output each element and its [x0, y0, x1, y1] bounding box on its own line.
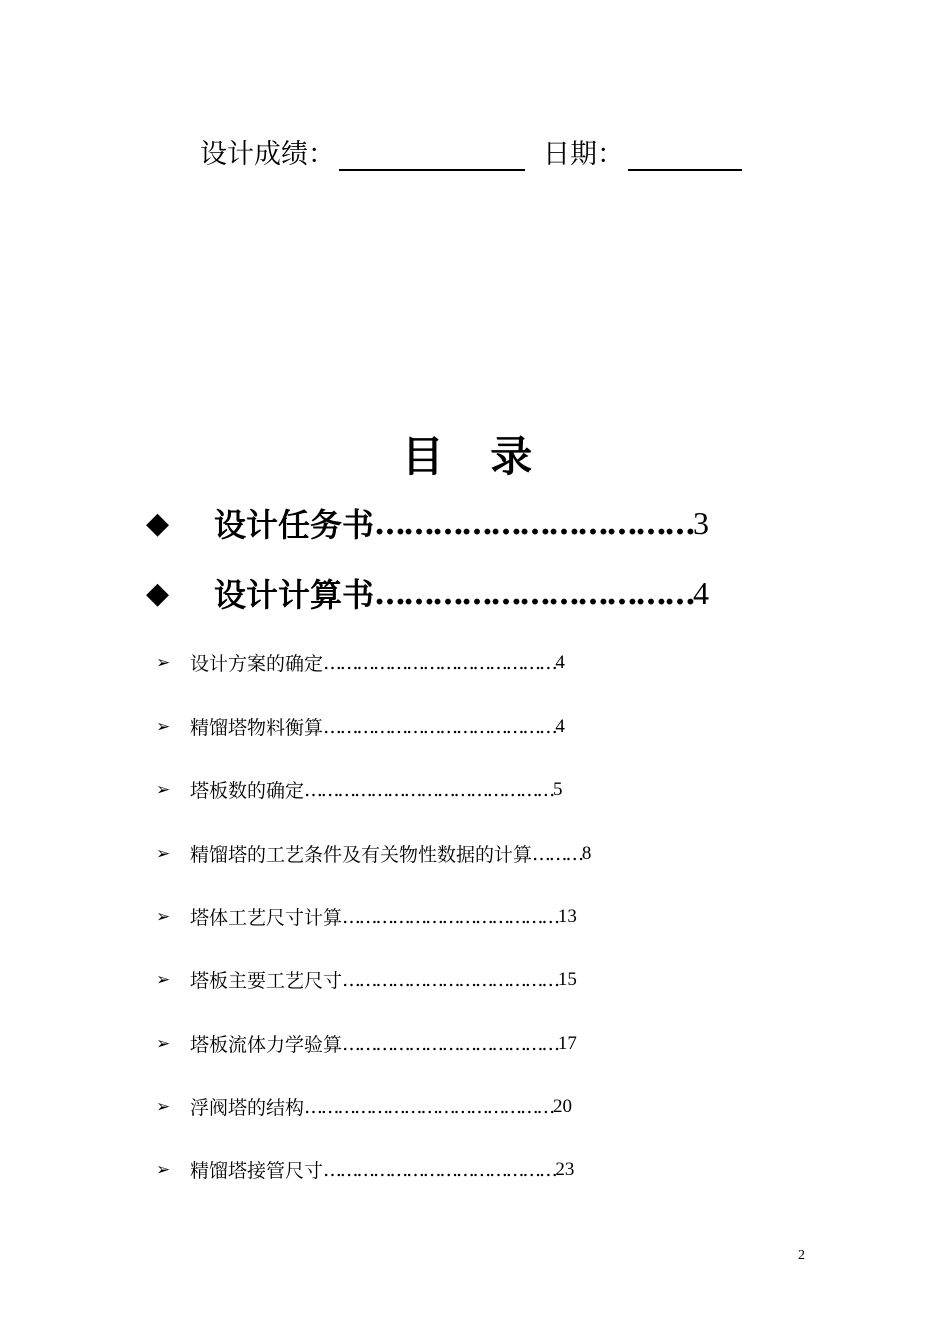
toc-main-entry[interactable]: [146, 500, 709, 546]
toc-leader-dots: ……………………………: [374, 574, 694, 612]
grade-date-line: [200, 132, 742, 171]
toc-leader-dots: …………………………………: [342, 968, 558, 991]
toc-page-number: 4: [693, 574, 710, 611]
date-blank: [628, 139, 742, 171]
toc-entry-label: 精馏塔物料衡算: [190, 717, 324, 739]
toc-page-number: 3: [693, 504, 710, 541]
toc-sub-entry[interactable]: [156, 903, 577, 930]
toc-entry-label: 塔板数的确定: [190, 780, 305, 802]
toc-leader-dots: ……………………………………: [323, 715, 556, 738]
arrowhead-icon: ➢: [156, 779, 171, 800]
toc-page-number: 4: [555, 715, 565, 737]
toc-leader-dots: ………………………………………: [304, 778, 554, 801]
diamond-icon: ◆: [146, 505, 170, 541]
toc-entry-label: 塔板主要工艺尺寸: [190, 970, 343, 992]
toc-entry-label: 塔板流体力学验算: [190, 1034, 343, 1056]
toc-leader-dots: ………: [532, 842, 582, 865]
arrowhead-icon: ➢: [156, 716, 171, 737]
toc-entry-label: 精馏塔接管尺寸: [190, 1160, 324, 1182]
toc-sub-entry[interactable]: [156, 649, 565, 676]
toc-main-entry[interactable]: [146, 570, 709, 616]
toc-sub-entry[interactable]: [156, 713, 565, 740]
diamond-icon: ◆: [146, 575, 170, 611]
toc-sub-entry[interactable]: [156, 966, 577, 993]
toc-entry-label: 塔体工艺尺寸计算: [190, 907, 343, 929]
arrowhead-icon: ➢: [156, 1096, 171, 1117]
toc-entry-label: 浮阀塔的结构: [190, 1097, 305, 1119]
toc-leader-dots: …………………………………: [342, 905, 558, 928]
toc-page-number: 5: [553, 778, 563, 800]
toc-sub-entry[interactable]: [156, 1093, 572, 1120]
toc-title: 目 录: [401, 432, 549, 481]
toc-page-number: 23: [555, 1158, 575, 1180]
arrowhead-icon: ➢: [156, 652, 171, 673]
toc-page-number: 13: [557, 905, 577, 927]
toc-sub-entry[interactable]: [156, 1030, 577, 1057]
arrowhead-icon: ➢: [156, 843, 171, 864]
toc-leader-dots: ……………………………: [374, 504, 694, 542]
toc-entry-label: 精馏塔的工艺条件及有关物性数据的计算: [190, 844, 533, 866]
date-label: 日期：: [543, 139, 624, 170]
toc-page-number: 15: [557, 968, 577, 990]
toc-sub-entry[interactable]: [156, 1156, 574, 1183]
grade-blank: [339, 139, 525, 171]
toc-leader-dots: ……………………………………: [323, 651, 556, 674]
arrowhead-icon: ➢: [156, 969, 171, 990]
page-number: 2: [798, 1248, 805, 1263]
toc-sub-entry[interactable]: [156, 776, 563, 803]
toc-leader-dots: ……………………………………: [323, 1158, 556, 1181]
arrowhead-icon: ➢: [156, 1159, 171, 1180]
toc-entry-label: 设计任务书: [214, 506, 375, 544]
toc-page-number: 17: [557, 1032, 577, 1054]
arrowhead-icon: ➢: [156, 906, 171, 927]
toc-page-number: 8: [581, 842, 592, 864]
toc-page-number: 20: [553, 1095, 573, 1117]
toc-sub-entry[interactable]: [156, 840, 591, 867]
arrowhead-icon: ➢: [156, 1033, 171, 1054]
toc-entry-label: 设计计算书: [214, 576, 375, 614]
grade-label: 设计成绩：: [200, 139, 335, 170]
toc-page-number: 4: [555, 651, 565, 673]
toc-leader-dots: ………………………………………: [304, 1095, 554, 1118]
toc-entry-label: 设计方案的确定: [190, 653, 324, 675]
toc-leader-dots: …………………………………: [342, 1032, 558, 1055]
